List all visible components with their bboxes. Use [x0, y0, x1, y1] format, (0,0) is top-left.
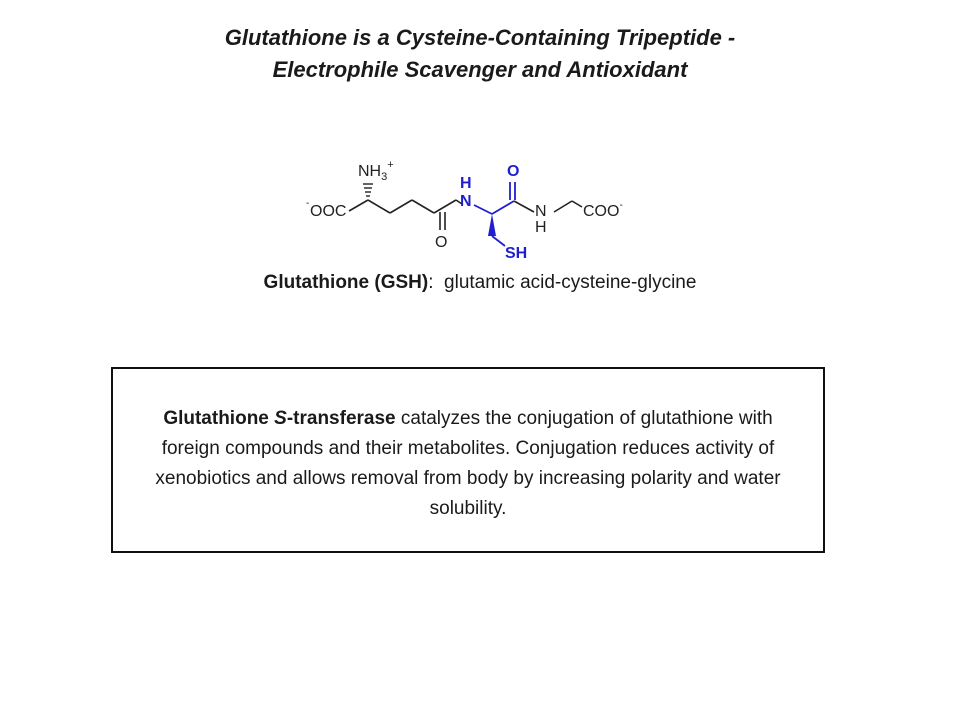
title-line-2: Electrophile Scavenger and Antioxidant [272, 57, 688, 82]
title-line-1: Glutathione is a Cysteine-Containing Tripeptide - [224, 25, 736, 50]
thiol-label: SH [505, 245, 528, 262]
glycine-h: H [535, 219, 547, 236]
left-carboxylate-label: OOC [310, 203, 347, 220]
molecule-caption [0, 272, 960, 294]
cysteine-carbonyl-o: O [507, 163, 520, 180]
cysteine-nh-h: H [460, 175, 472, 192]
glutathione-structure [290, 150, 650, 270]
stereo-hash-wedge [363, 184, 373, 196]
caption-colon: : [428, 272, 434, 293]
cysteine-nh-n: N [460, 193, 472, 210]
amide-oxygen-left: O [435, 234, 448, 251]
info-box-body: catalyzes the conjugation of glutathione with foreign compounds and their metabolites. Conjugation reduces activity of xenobiotics and allows removal from body by increasing polarity and water solubility. [155, 408, 781, 519]
caption-name: Glutathione (GSH) [263, 272, 429, 293]
info-box-text [133, 404, 803, 524]
ch2-sh-bond [492, 236, 505, 246]
cysteine-bonds [474, 182, 515, 214]
glutamate-bonds [349, 200, 456, 230]
left-carboxylate-charge: - [306, 198, 310, 209]
stereo-bold-wedge [488, 214, 496, 236]
info-box [111, 367, 825, 553]
glycine-n: N [535, 203, 547, 220]
right-carboxylate-label: COO- [583, 200, 623, 220]
caption-description: glutamic acid-cysteine-glycine [444, 272, 697, 293]
amine-label: $NH_3^+$ [358, 159, 394, 183]
enzyme-name: Glutathione S-transferase [163, 408, 396, 429]
slide-title [0, 22, 960, 86]
